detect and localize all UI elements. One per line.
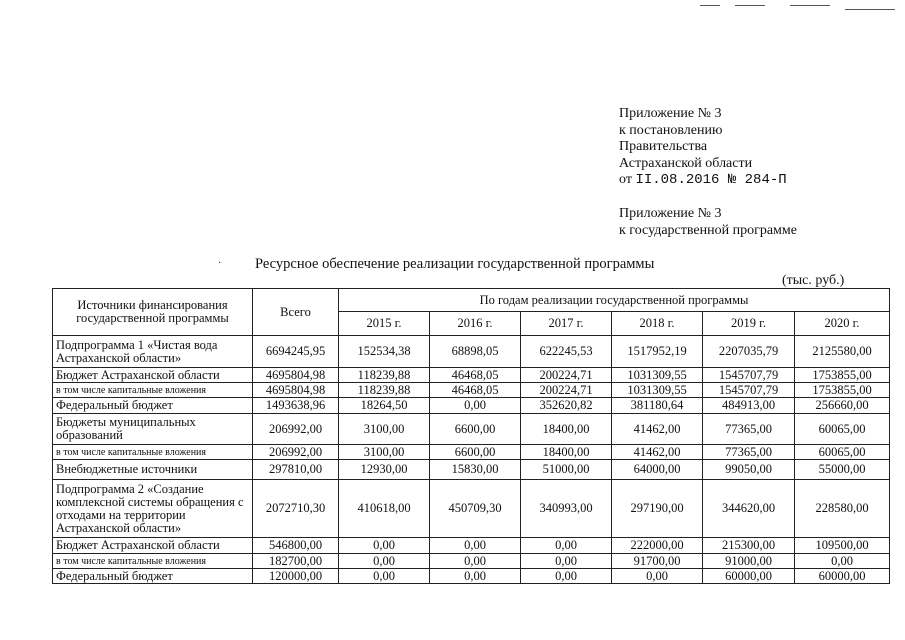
cell-value: 60065,00 [795,414,890,445]
cell-value: 340993,00 [521,480,612,538]
cell-value: 51000,00 [521,460,612,480]
scan-mark [735,5,765,6]
cell-value: 0,00 [339,569,430,584]
row-source: Бюджет Астраханской области [53,368,253,383]
cell-value: 484913,00 [703,398,795,414]
appendix-order-block [619,106,787,189]
cell-value: 6600,00 [430,445,521,460]
cell-value: 0,00 [430,538,521,554]
cell-value: 0,00 [521,554,612,569]
appendix-order-line: Астраханской области [619,155,753,171]
cell-total: 4695804,98 [253,383,339,398]
appendix-order-date-line [619,172,787,189]
cell-value: 222000,00 [612,538,703,554]
header-by-years: По годам реализации государственной программы [339,289,890,312]
cell-value: 6600,00 [430,414,521,445]
row-source: в том числе капитальные вложения [53,383,253,398]
table-row [53,336,890,368]
cell-value: 1753855,00 [795,368,890,383]
row-source: Бюджеты муниципальных образований [53,414,253,445]
table-row [53,538,890,554]
row-source: Подпрограмма 1 «Чистая вода Астраханской области» [53,336,253,368]
cell-value: 91000,00 [703,554,795,569]
cell-value: 0,00 [795,554,890,569]
date-prefix: от [619,172,636,187]
resource-table [52,288,890,584]
cell-value: 64000,00 [612,460,703,480]
appendix-program-line: к государственной программе [619,222,797,238]
cell-value: 352620,82 [521,398,612,414]
cell-value: 99050,00 [703,460,795,480]
cell-value: 18400,00 [521,414,612,445]
appendix-program-line: Приложение № 3 [619,206,722,221]
cell-value: 18264,50 [339,398,430,414]
document-title: Ресурсное обеспечение реализации государственной программы [255,256,655,272]
table-row [53,368,890,383]
cell-value: 297190,00 [612,480,703,538]
cell-total: 182700,00 [253,554,339,569]
cell-value: 60000,00 [703,569,795,584]
order-date-number: II.08.2016 № 284-П [635,172,787,188]
cell-total: 297810,00 [253,460,339,480]
cell-value: 1517952,19 [612,336,703,368]
cell-total: 2072710,30 [253,480,339,538]
cell-value: 0,00 [430,398,521,414]
table-row [53,460,890,480]
cell-value: 118239,88 [339,383,430,398]
cell-value: 77365,00 [703,414,795,445]
cell-value: 2125580,00 [795,336,890,368]
table-row [53,383,890,398]
cell-value: 0,00 [430,554,521,569]
cell-value: 46468,05 [430,368,521,383]
cell-value: 41462,00 [612,414,703,445]
header-year: 2019 г. [703,312,795,336]
scan-mark [700,5,720,6]
cell-value: 1031309,55 [612,368,703,383]
cell-value: 109500,00 [795,538,890,554]
cell-value: 68898,05 [430,336,521,368]
cell-total: 4695804,98 [253,368,339,383]
row-source: в том числе капитальные вложения [53,445,253,460]
header-year: 2018 г. [612,312,703,336]
cell-value: 0,00 [339,554,430,569]
cell-value: 46468,05 [430,383,521,398]
cell-total: 206992,00 [253,414,339,445]
cell-value: 60000,00 [795,569,890,584]
cell-value: 60065,00 [795,445,890,460]
cell-value: 622245,53 [521,336,612,368]
appendix-program-block [619,206,797,239]
cell-value: 152534,38 [339,336,430,368]
row-source: Федеральный бюджет [53,569,253,584]
header-year: 2015 г. [339,312,430,336]
cell-value: 450709,30 [430,480,521,538]
cell-value: 200224,71 [521,383,612,398]
row-source: Внебюджетные источники [53,460,253,480]
cell-value: 1545707,79 [703,368,795,383]
cell-total: 546800,00 [253,538,339,554]
cell-value: 18400,00 [521,445,612,460]
row-source: в том числе капитальные вложения [53,554,253,569]
cell-total: 6694245,95 [253,336,339,368]
header-year: 2016 г. [430,312,521,336]
cell-value: 0,00 [339,538,430,554]
scan-dot: · [218,258,222,269]
cell-value: 381180,64 [612,398,703,414]
row-source: Подпрограмма 2 «Создание комплексной системы обращения с отходами на территории Астраханской области» [53,480,253,538]
cell-value: 0,00 [521,569,612,584]
cell-value: 3100,00 [339,414,430,445]
header-year: 2020 г. [795,312,890,336]
cell-total: 1493638,96 [253,398,339,414]
cell-value: 2207035,79 [703,336,795,368]
row-source: Федеральный бюджет [53,398,253,414]
cell-value: 1031309,55 [612,383,703,398]
cell-value: 12930,00 [339,460,430,480]
cell-value: 215300,00 [703,538,795,554]
table-row [53,445,890,460]
header-source: Источники финансирования государственной программы [53,289,253,336]
cell-value: 256660,00 [795,398,890,414]
header-year: 2017 г. [521,312,612,336]
table-row [53,554,890,569]
table-row [53,480,890,538]
appendix-order-line: Правительства [619,139,708,154]
cell-value: 0,00 [612,569,703,584]
table-row [53,569,890,584]
cell-value: 15830,00 [430,460,521,480]
cell-value: 200224,71 [521,368,612,383]
cell-value: 118239,88 [339,368,430,383]
cell-value: 1545707,79 [703,383,795,398]
appendix-order-line: Приложение № 3 [619,106,722,121]
cell-value: 91700,00 [612,554,703,569]
scan-mark [790,5,830,6]
cell-value: 3100,00 [339,445,430,460]
cell-value: 410618,00 [339,480,430,538]
cell-value: 77365,00 [703,445,795,460]
cell-value: 55000,00 [795,460,890,480]
appendix-order-line: к постановлению [619,122,723,138]
cell-value: 0,00 [430,569,521,584]
row-source: Бюджет Астраханской области [53,538,253,554]
table-row [53,398,890,414]
table-row [53,414,890,445]
cell-total: 120000,00 [253,569,339,584]
units-label: (тыс. руб.) [782,273,845,288]
cell-value: 228580,00 [795,480,890,538]
cell-value: 0,00 [521,538,612,554]
cell-value: 1753855,00 [795,383,890,398]
cell-value: 344620,00 [703,480,795,538]
scan-mark [845,9,895,10]
cell-total: 206992,00 [253,445,339,460]
header-total: Всего [253,289,339,336]
cell-value: 41462,00 [612,445,703,460]
